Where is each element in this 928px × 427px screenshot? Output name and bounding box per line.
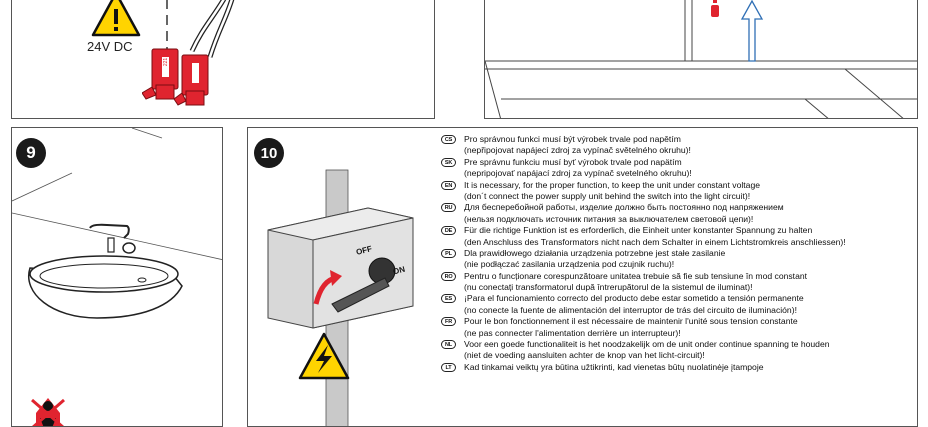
instruction-cs-line1 <box>441 134 926 145</box>
language-code-en: EN <box>441 181 456 190</box>
switch-on-label: ON <box>392 264 406 277</box>
instructions-list <box>441 134 926 373</box>
panel-8 <box>11 0 435 119</box>
instruction-pl-line1 <box>441 248 926 259</box>
panel-top-right <box>484 0 918 119</box>
language-code-nl: NL <box>441 340 456 349</box>
instruction-text: Pentru o funcționare corespunzătoare unitatea trebuie să fie sub tensiune în mod constant <box>464 270 808 281</box>
instruction-text: (нельзя подключать источник питания за выключателем световой цепи)! <box>464 213 754 224</box>
language-code-cs: CS <box>441 135 456 144</box>
warning-triangle-icon <box>91 0 141 41</box>
instruction-de-line2 <box>441 237 926 248</box>
voltage-label: 24V DC <box>87 39 133 54</box>
instruction-fr-line1 <box>441 316 926 327</box>
language-code-de: DE <box>441 226 456 235</box>
instruction-text: (nepripojovať napájací zdroj za vypínač svetelného okruhu)! <box>464 168 692 179</box>
instruction-en-line1 <box>441 180 926 191</box>
instruction-en-line2 <box>441 191 926 202</box>
instruction-es-line1 <box>441 293 926 304</box>
cabinet-illustration <box>485 0 918 119</box>
switch-off-label: OFF <box>355 244 373 257</box>
language-code-fr: FR <box>441 317 456 326</box>
instruction-ro-line2 <box>441 282 926 293</box>
instruction-ru-line2 <box>441 214 926 225</box>
language-code-ro: RO <box>441 272 456 281</box>
instruction-text: (nie podłączać zasilania urządzenia pod czujnik ruchu)! <box>464 259 675 270</box>
instruction-de-line1 <box>441 225 926 236</box>
instruction-sk-line1 <box>441 157 926 168</box>
language-code-pl: PL <box>441 249 456 258</box>
instruction-text: Pre správnu funkciu musí byť výrobok trvale pod napätím <box>464 156 682 167</box>
isolator-switch-illustration <box>248 128 438 427</box>
panel-9 <box>11 127 223 427</box>
washbasin-illustration <box>12 128 223 427</box>
language-code-lt: LT <box>441 363 456 372</box>
instruction-nl-line2 <box>441 350 926 361</box>
instruction-sk-line2 <box>441 168 926 179</box>
instruction-ru-line1 <box>441 202 926 213</box>
instruction-text: ¡Para el funcionamiento correcto del producto debe estar sometido a tensión permanente <box>464 293 804 304</box>
instruction-text: (ne pas connecter l'alimentation derrière un interrupteur)! <box>464 327 681 338</box>
instruction-text: Kad tinkamai veiktų yra būtina užtikrinti, kad vienetas būtų nuolatinėje įtampoje <box>464 361 764 372</box>
instruction-text: Для бесперебойной работы, изделие должно быть постоянно под напряжением <box>464 202 784 213</box>
instruction-text: (niet de voeding aansluiten achter de knop van het licht-circuit)! <box>464 350 705 361</box>
instruction-text: (no conecte la fuente de alimentación del interruptor de trás del circuito de iluminación)! <box>464 304 797 315</box>
instruction-text: Voor een goede functionaliteit is het noodzakelijk om de unit onder continue spanning te houden <box>464 339 830 350</box>
instruction-fr-line2 <box>441 328 926 339</box>
language-code-ru: RU <box>441 203 456 212</box>
instruction-text: Pro správnou funkci musí být výrobek trvale pod napětím <box>464 134 681 144</box>
instruction-text: Pour le bon fonctionnement il est nécessaire de maintenir l'unité sous tension constante <box>464 316 798 327</box>
instruction-nl-line1 <box>441 339 926 350</box>
instruction-text: (don´t connect the power supply unit behind the switch into the light circuit)! <box>464 190 751 201</box>
instruction-text: (nepřipojovat napájecí zdroj za vypínač světelného okruhu)! <box>464 145 691 156</box>
instruction-text: (den Anschluss des Transformators nicht nach dem Schalter in einem Lichtstromkreis anschliessen)! <box>464 236 846 247</box>
instruction-cs-line2 <box>441 145 926 156</box>
instruction-pl-line2 <box>441 259 926 270</box>
instruction-text: It is necessary, for the proper function, to keep the unit under constant voltage <box>464 179 761 190</box>
connector-label: 221 <box>163 57 170 67</box>
instruction-lt-line1 <box>441 362 926 373</box>
instruction-text: Dla prawidłowego działania urządzenia potrzebne jest stałe zasilanie <box>464 247 726 258</box>
wire-connectors-illustration <box>142 0 252 109</box>
instruction-es-line2 <box>441 305 926 316</box>
step-badge-10: 10 <box>254 138 284 168</box>
instruction-text: (nu conectați transformatorul după întrerupătorul de la sistemul de iluminat)! <box>464 282 753 293</box>
language-code-es: ES <box>441 294 456 303</box>
language-code-sk: SK <box>441 158 456 167</box>
instruction-ro-line1 <box>441 271 926 282</box>
instruction-text: Für die richtige Funktion ist es erforderlich, die Einheit unter konstanter Spannung zu halten <box>464 225 813 236</box>
step-badge-9: 9 <box>16 138 46 168</box>
